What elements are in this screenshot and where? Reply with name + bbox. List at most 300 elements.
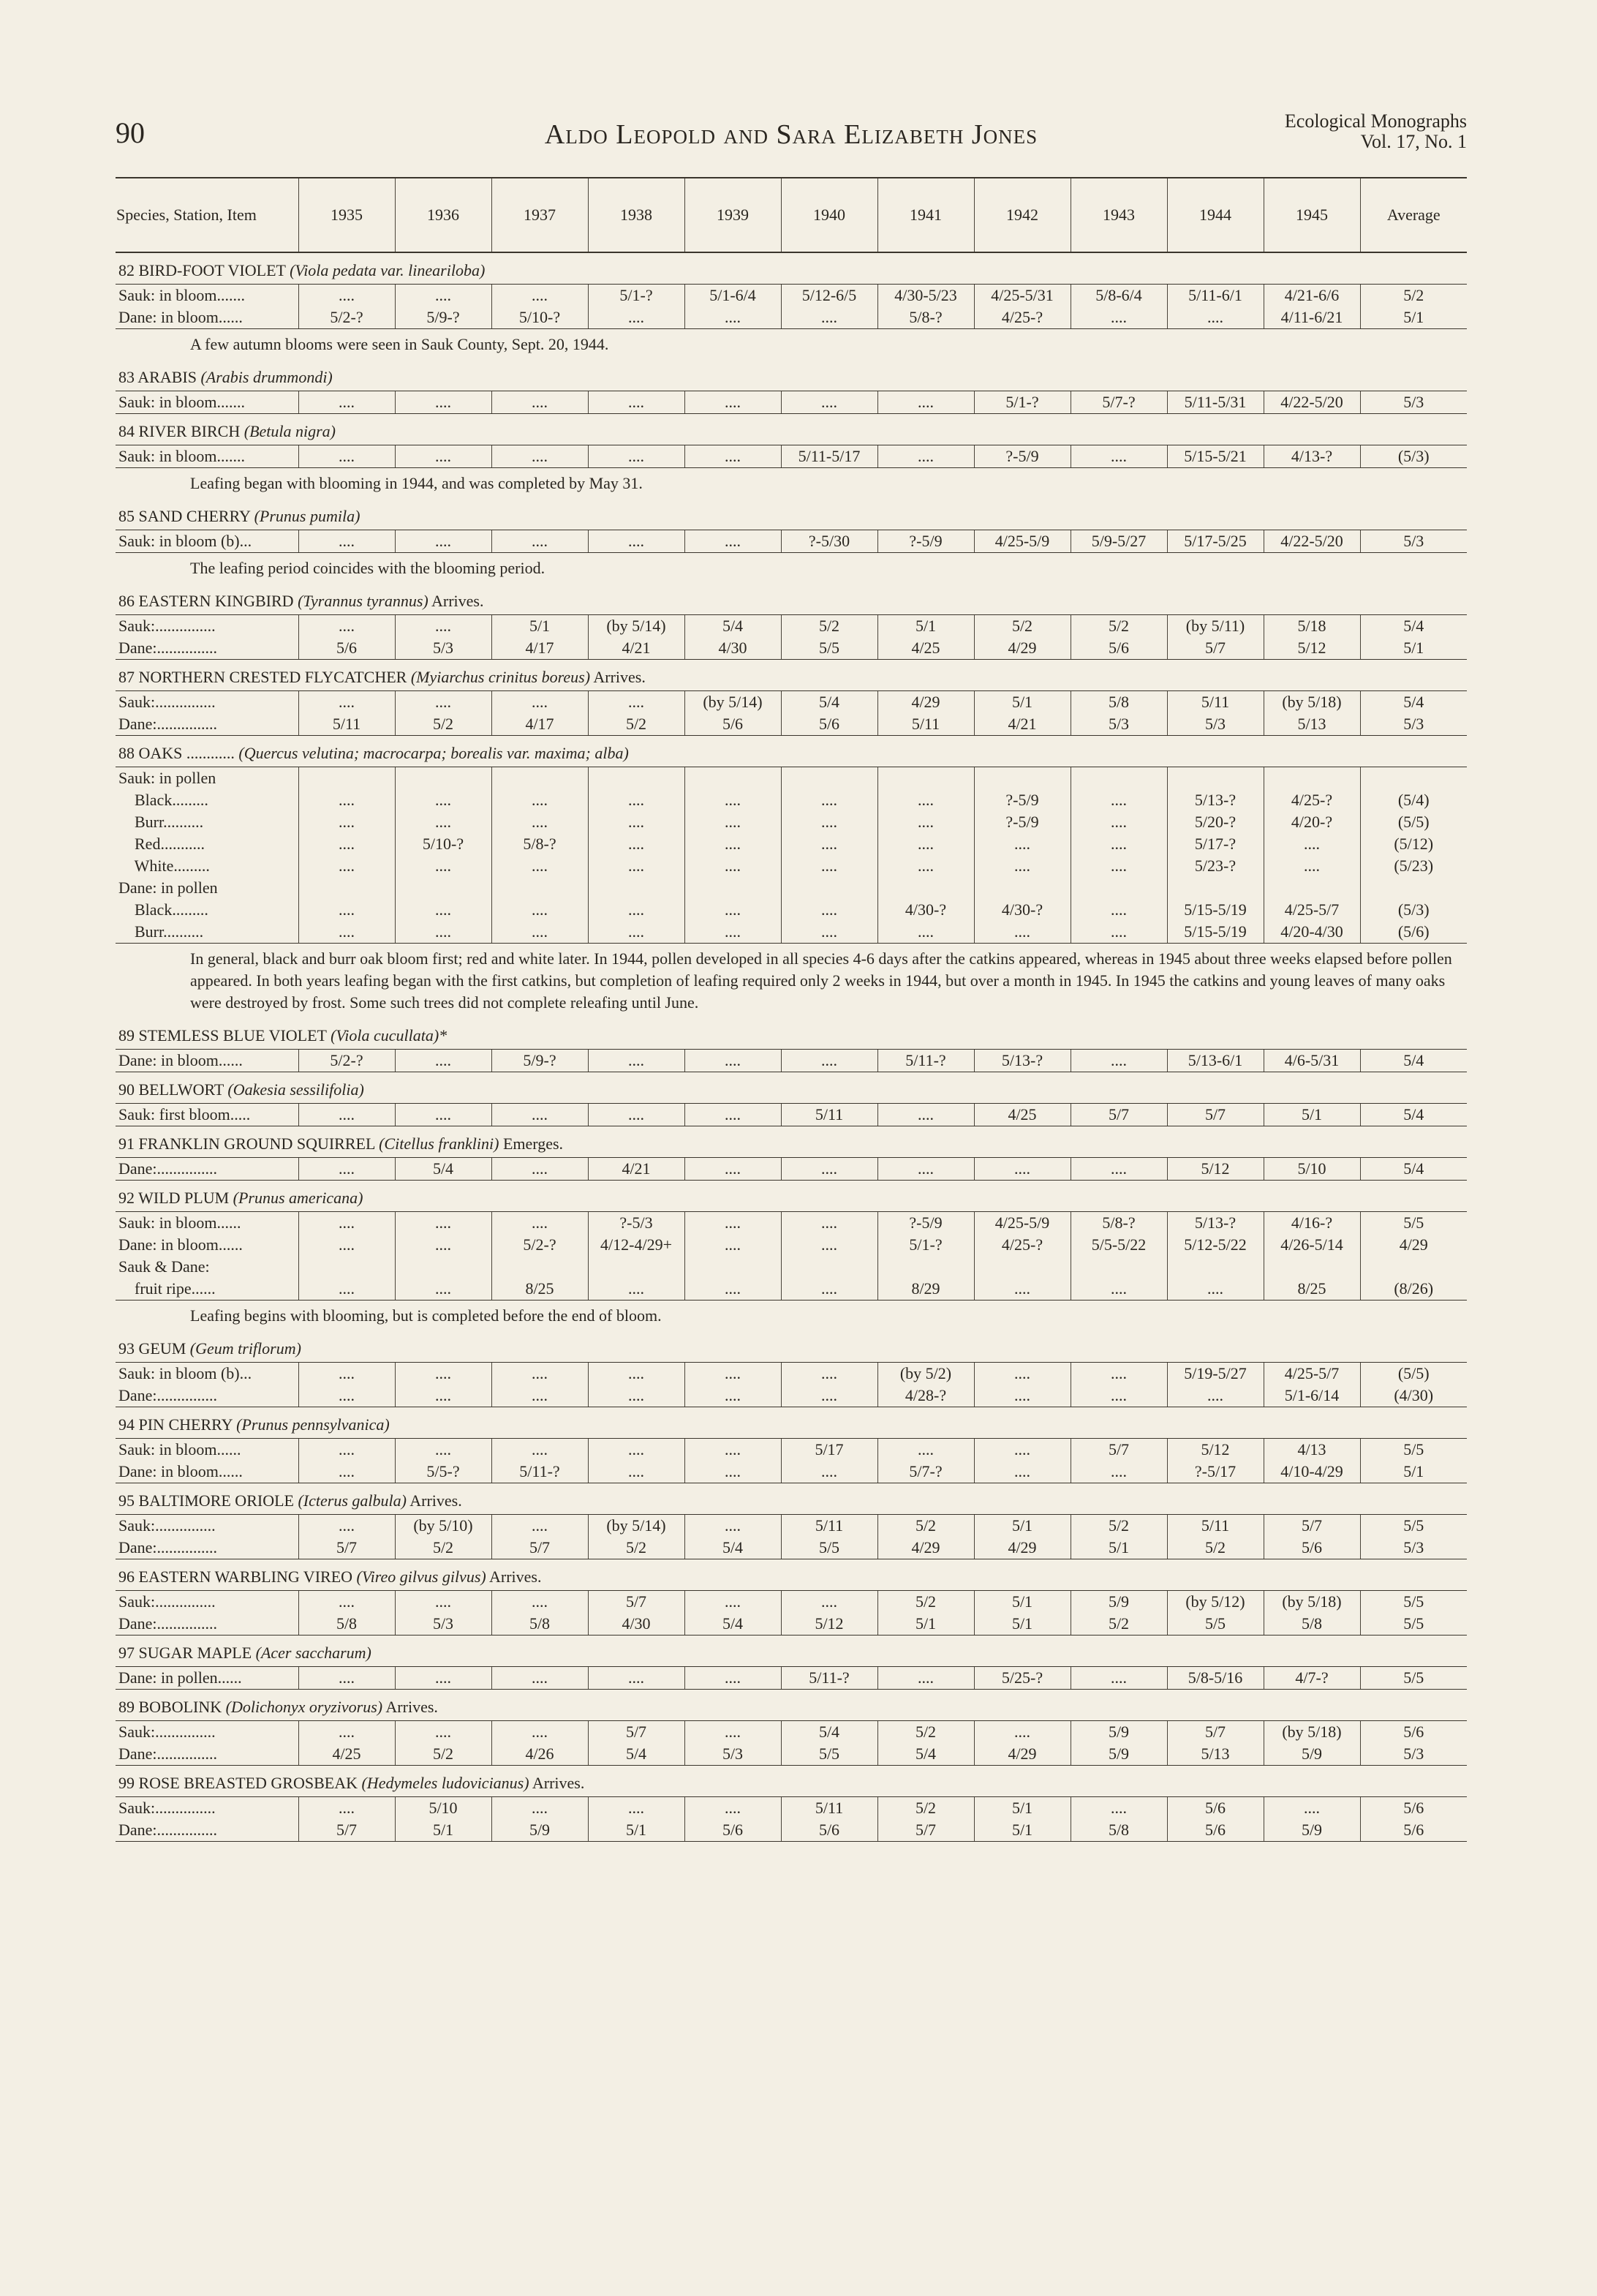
table-cell: ....: [1071, 789, 1167, 811]
table-cell: ....: [781, 1461, 877, 1483]
table-cell: 5/10-?: [491, 306, 588, 329]
table-cell: ....: [781, 1591, 877, 1614]
table-cell: ....: [684, 1385, 781, 1407]
entry-title-row: [116, 1636, 1467, 1667]
entry-number: 96: [118, 1567, 135, 1586]
table-cell: ....: [1071, 1050, 1167, 1072]
table-cell: 5/3: [1360, 713, 1467, 736]
table-cell: 5/11: [877, 713, 974, 736]
table-cell: [395, 1256, 491, 1278]
table-cell: 4/20-4/30: [1264, 921, 1360, 944]
table-cell: 4/30-?: [974, 899, 1071, 921]
table-cell: [588, 877, 684, 899]
table-cell: 5/12: [1264, 637, 1360, 660]
table-cell: 5/3: [684, 1743, 781, 1766]
entry-title-row: [116, 660, 1467, 691]
header-row: [116, 178, 1467, 252]
table-cell: 5/5: [1167, 1613, 1264, 1636]
journal-info: [1285, 111, 1467, 152]
table-cell: ....: [1167, 1278, 1264, 1301]
latin-name: (Betula nigra): [243, 422, 336, 440]
entry-title: [116, 1126, 1467, 1158]
table-cell: 5/2: [395, 713, 491, 736]
note-row: [116, 553, 1467, 584]
table-cell: [974, 1256, 1071, 1278]
table-cell: ....: [491, 899, 588, 921]
table-cell: ....: [298, 1104, 395, 1126]
entry-number: 86: [118, 592, 135, 610]
table-cell: [684, 767, 781, 790]
table-cell: ....: [491, 1158, 588, 1181]
table-cell: 5/15-5/19: [1167, 899, 1264, 921]
table-cell: 5/5-?: [395, 1461, 491, 1483]
table-cell: ....: [974, 1363, 1071, 1385]
table-cell: 4/11-6/21: [1264, 306, 1360, 329]
table-cell: ....: [1071, 833, 1167, 855]
table-cell: ....: [491, 1797, 588, 1820]
table-cell: ....: [781, 1212, 877, 1235]
table-row: [116, 1721, 1467, 1744]
table-cell: 5/1: [1360, 1461, 1467, 1483]
table-cell: 4/29: [974, 1537, 1071, 1559]
table-cell: (5/23): [1360, 855, 1467, 877]
table-cell: ?-5/9: [974, 811, 1071, 833]
table-cell: ....: [877, 1158, 974, 1181]
table-row: [116, 615, 1467, 638]
table-cell: ....: [395, 391, 491, 414]
table-cell: ....: [298, 1797, 395, 1820]
table-row: [116, 1256, 1467, 1278]
table-cell: 5/9: [491, 1819, 588, 1842]
table-row: [116, 691, 1467, 714]
entry-title-row: [116, 1559, 1467, 1591]
entry-number: 97: [118, 1644, 135, 1662]
column-header: 1944: [1167, 178, 1264, 252]
species-name: BALTIMORE ORIOLE: [138, 1491, 294, 1510]
species-name: SUGAR MAPLE: [138, 1644, 252, 1662]
entry-title: [116, 1636, 1467, 1667]
table-cell: ....: [588, 691, 684, 714]
row-label: Sauk: in bloom......: [116, 1212, 298, 1235]
table-cell: [491, 877, 588, 899]
table-cell: 5/3: [1167, 713, 1264, 736]
latin-name: (Viola pedata var. lineariloba): [290, 261, 486, 279]
table-cell: (by 5/14): [684, 691, 781, 714]
species-name: NORTHERN CRESTED FLYCATCHER: [138, 668, 407, 686]
row-label: Sauk:...............: [116, 1721, 298, 1744]
table-cell: 5/4: [781, 691, 877, 714]
latin-name: (Geum triflorum): [189, 1339, 301, 1358]
table-cell: 5/2: [877, 1515, 974, 1537]
entry-title: [116, 1766, 1467, 1797]
table-cell: ....: [588, 833, 684, 855]
table-cell: 5/2-?: [298, 306, 395, 329]
entry-title: [116, 1072, 1467, 1104]
table-cell: 5/8: [1071, 691, 1167, 714]
table-cell: 4/28-?: [877, 1385, 974, 1407]
table-cell: ....: [1071, 1158, 1167, 1181]
entry-title: [116, 1407, 1467, 1439]
species-name: OAKS ............: [138, 744, 235, 762]
table-cell: ....: [684, 855, 781, 877]
table-cell: ?-5/17: [1167, 1461, 1264, 1483]
table-row: [116, 1104, 1467, 1126]
table-cell: ....: [491, 530, 588, 553]
table-cell: 5/7: [1264, 1515, 1360, 1537]
table-cell: 5/11-?: [491, 1461, 588, 1483]
table-cell: 5/5: [1360, 1591, 1467, 1614]
column-header: 1937: [491, 178, 588, 252]
table-cell: [1167, 767, 1264, 790]
table-cell: 5/1: [974, 1819, 1071, 1842]
table-cell: ....: [395, 530, 491, 553]
entry-title-row: [116, 1126, 1467, 1158]
entry-title: [116, 1181, 1467, 1212]
table-cell: 4/21: [974, 713, 1071, 736]
table-cell: 5/1: [974, 691, 1071, 714]
table-row: [116, 877, 1467, 899]
table-cell: (by 5/10): [395, 1515, 491, 1537]
entry-number: 82: [118, 261, 135, 279]
table-cell: ....: [395, 1721, 491, 1744]
table-cell: ?-5/9: [974, 789, 1071, 811]
table-cell: ....: [491, 391, 588, 414]
table-cell: (by 5/18): [1264, 691, 1360, 714]
table-cell: (by 5/14): [588, 1515, 684, 1537]
table-cell: (8/26): [1360, 1278, 1467, 1301]
table-cell: 5/11-5/31: [1167, 391, 1264, 414]
table-cell: ....: [588, 899, 684, 921]
row-label: Red...........: [118, 835, 205, 853]
table-cell: 5/9-?: [491, 1050, 588, 1072]
table-cell: 5/6: [781, 1819, 877, 1842]
table-cell: ....: [1264, 833, 1360, 855]
row-label: Dane:...............: [116, 1537, 298, 1559]
table-cell: ....: [781, 789, 877, 811]
entry-number: 93: [118, 1339, 135, 1358]
row-label: Sauk: in bloom.......: [116, 285, 298, 307]
table-cell: 4/25: [974, 1104, 1071, 1126]
table-cell: ....: [395, 1212, 491, 1235]
row-label: Dane: in pollen: [118, 878, 218, 897]
latin-name: (Quercus velutina; macrocarpa; borealis var. maxima; alba): [238, 744, 629, 762]
table-cell: 5/8: [1071, 1819, 1167, 1842]
table-cell: ....: [491, 1212, 588, 1235]
table-cell: ....: [974, 1385, 1071, 1407]
table-cell: 5/25-?: [974, 1667, 1071, 1690]
table-cell: 4/7-?: [1264, 1667, 1360, 1690]
table-cell: 5/5: [781, 1537, 877, 1559]
table-cell: ....: [1071, 1667, 1167, 1690]
table-cell: (by 5/18): [1264, 1591, 1360, 1614]
table-cell: 5/1-?: [588, 285, 684, 307]
table-cell: 5/7: [1071, 1439, 1167, 1461]
table-cell: (by 5/18): [1264, 1721, 1360, 1744]
row-label: Black.........: [118, 900, 208, 919]
table-cell: ....: [781, 1158, 877, 1181]
table-row: [116, 1212, 1467, 1235]
table-row: [116, 713, 1467, 736]
table-cell: 8/25: [1264, 1278, 1360, 1301]
row-label: Sauk:...............: [116, 615, 298, 638]
table-cell: ....: [684, 833, 781, 855]
table-cell: ....: [298, 899, 395, 921]
table-cell: 5/2: [1360, 285, 1467, 307]
table-cell: [395, 767, 491, 790]
table-cell: 5/5: [781, 1743, 877, 1766]
table-row: [116, 1461, 1467, 1483]
table-cell: ....: [1071, 921, 1167, 944]
table-cell: ....: [1071, 445, 1167, 468]
table-cell: 5/2: [588, 1537, 684, 1559]
table-cell: 5/7: [1071, 1104, 1167, 1126]
row-label: Dane:...............: [116, 1819, 298, 1842]
entry-title: [116, 736, 1467, 767]
table-cell: 5/1: [974, 1591, 1071, 1614]
table-cell: 5/13: [1264, 713, 1360, 736]
table-cell: 5/7: [1167, 1721, 1264, 1744]
table-cell: ....: [974, 1721, 1071, 1744]
entry-note: Leafing begins with blooming, but is completed before the end of bloom.: [190, 1306, 662, 1325]
table-row: [116, 1667, 1467, 1690]
table-cell: 5/7-?: [1071, 391, 1167, 414]
table-cell: ....: [588, 1797, 684, 1820]
table-cell: [1167, 877, 1264, 899]
table-cell: [491, 767, 588, 790]
row-label: Sauk:...............: [116, 1515, 298, 1537]
table-cell: ....: [588, 1385, 684, 1407]
table-row: [116, 921, 1467, 944]
table-cell: (5/6): [1360, 921, 1467, 944]
table-cell: 4/25: [298, 1743, 395, 1766]
entry-number: 95: [118, 1491, 135, 1510]
table-cell: 5/2-?: [298, 1050, 395, 1072]
table-cell: ....: [684, 1797, 781, 1820]
table-cell: [684, 1256, 781, 1278]
row-label: Sauk:...............: [116, 691, 298, 714]
table-cell: 4/25-5/31: [974, 285, 1071, 307]
table-cell: ....: [588, 1278, 684, 1301]
table-cell: ?-5/9: [877, 1212, 974, 1235]
table-cell: ....: [684, 1363, 781, 1385]
entry-number: 92: [118, 1189, 135, 1207]
entry-note: The leafing period coincides with the blooming period.: [190, 559, 545, 577]
table-cell: ....: [298, 285, 395, 307]
table-cell: ....: [588, 1461, 684, 1483]
table-cell: ....: [588, 445, 684, 468]
note-row: [116, 944, 1467, 1019]
table-body: [116, 252, 1467, 1842]
table-cell: ....: [781, 306, 877, 329]
table-cell: [781, 1256, 877, 1278]
table-cell: 5/11: [781, 1515, 877, 1537]
table-cell: ....: [1071, 1278, 1167, 1301]
table-cell: 5/12: [1167, 1439, 1264, 1461]
row-label: Sauk: first bloom.....: [116, 1104, 298, 1126]
table-cell: ....: [877, 811, 974, 833]
table-cell: ....: [1071, 1461, 1167, 1483]
table-row: [116, 789, 1467, 811]
journal-volume: Vol. 17, No. 1: [1360, 131, 1467, 152]
table-cell: ....: [298, 1721, 395, 1744]
row-label: Sauk: in bloom.......: [116, 445, 298, 468]
table-cell: 5/4: [1360, 1050, 1467, 1072]
table-cell: [974, 767, 1071, 790]
entry-title-row: [116, 252, 1467, 285]
table-cell: ....: [781, 921, 877, 944]
table-cell: 4/17: [491, 637, 588, 660]
table-row: [116, 285, 1467, 307]
table-cell: 5/6: [781, 713, 877, 736]
entry-title: [116, 414, 1467, 445]
table-cell: 4/29: [974, 637, 1071, 660]
species-name: BELLWORT: [138, 1080, 224, 1099]
table-cell: 5/4: [1360, 691, 1467, 714]
column-header: 1941: [877, 178, 974, 252]
table-cell: 5/19-5/27: [1167, 1363, 1264, 1385]
table-cell: ....: [684, 1461, 781, 1483]
table-cell: ....: [298, 1278, 395, 1301]
table-cell: ....: [877, 921, 974, 944]
table-cell: [877, 877, 974, 899]
table-cell: [1360, 1256, 1467, 1278]
table-cell: 4/29: [1360, 1234, 1467, 1256]
table-cell: (by 5/2): [877, 1363, 974, 1385]
table-cell: ....: [298, 1439, 395, 1461]
table-cell: 5/7: [588, 1591, 684, 1614]
table-cell: 5/4: [877, 1743, 974, 1766]
latin-name: (Prunus pumila): [254, 507, 360, 525]
table-cell: ....: [974, 1461, 1071, 1483]
table-cell: ....: [684, 1278, 781, 1301]
table-cell: 5/8: [491, 1613, 588, 1636]
note-row: [116, 329, 1467, 361]
table-cell: ....: [491, 1515, 588, 1537]
entry-suffix: Arrives.: [431, 592, 484, 610]
table-cell: 5/6: [1071, 637, 1167, 660]
table-cell: 5/5: [1360, 1515, 1467, 1537]
species-name: ARABIS: [137, 368, 197, 386]
table-cell: 5/3: [1360, 1537, 1467, 1559]
table-cell: ....: [974, 1278, 1071, 1301]
table-cell: 4/22-5/20: [1264, 530, 1360, 553]
table-cell: 5/2: [1167, 1537, 1264, 1559]
entry-title: [116, 1018, 1467, 1050]
table-cell: ....: [395, 615, 491, 638]
entry-suffix: Arrives.: [489, 1567, 542, 1586]
table-cell: 5/4: [1360, 1158, 1467, 1181]
table-cell: 5/15-5/19: [1167, 921, 1264, 944]
table-cell: 5/11-5/17: [781, 445, 877, 468]
table-cell: 5/5: [1360, 1667, 1467, 1690]
species-name: STEMLESS BLUE VIOLET: [138, 1026, 327, 1045]
table-cell: 5/17-5/25: [1167, 530, 1264, 553]
row-label: Dane: in bloom......: [116, 1461, 298, 1483]
table-cell: ....: [298, 1385, 395, 1407]
table-row: [116, 637, 1467, 660]
table-cell: 5/5: [781, 637, 877, 660]
latin-name: (Oakesia sessilifolia): [227, 1080, 364, 1099]
page-number: 90: [116, 116, 145, 149]
table-row: [116, 1050, 1467, 1072]
note-row: [116, 1301, 1467, 1332]
table-cell: 5/1: [491, 615, 588, 638]
table-cell: ....: [491, 1591, 588, 1614]
table-cell: ....: [298, 391, 395, 414]
table-cell: ....: [298, 691, 395, 714]
table-cell: 5/18: [1264, 615, 1360, 638]
table-cell: 5/9: [1071, 1721, 1167, 1744]
column-header: 1940: [781, 178, 877, 252]
entry-title-row: [116, 499, 1467, 530]
table-cell: ....: [491, 811, 588, 833]
table-cell: 5/17: [781, 1439, 877, 1461]
table-cell: [298, 767, 395, 790]
latin-name: (Tyrannus tyrannus): [298, 592, 428, 610]
table-cell: 5/11: [781, 1797, 877, 1820]
species-name: PIN CHERRY: [138, 1415, 233, 1434]
entry-title: [116, 499, 1467, 530]
table-cell: 4/25-?: [974, 1234, 1071, 1256]
table-cell: 5/7: [491, 1537, 588, 1559]
table-cell: 4/29: [877, 1537, 974, 1559]
table-cell: 5/4: [684, 615, 781, 638]
species-name: BIRD-FOOT VIOLET: [138, 261, 286, 279]
row-label: Dane:...............: [116, 637, 298, 660]
table-row: [116, 530, 1467, 553]
table-cell: ....: [684, 1721, 781, 1744]
table-row: [116, 1234, 1467, 1256]
table-cell: 5/2: [781, 615, 877, 638]
column-header: 1936: [395, 178, 491, 252]
table-cell: [588, 1256, 684, 1278]
table-cell: (5/3): [1360, 899, 1467, 921]
table-cell: ....: [1071, 1363, 1167, 1385]
table-cell: 5/11: [1167, 1515, 1264, 1537]
latin-name: (Viola cucullata)*: [331, 1026, 448, 1045]
entry-number: 90: [118, 1080, 135, 1099]
table-cell: 5/5-5/22: [1071, 1234, 1167, 1256]
latin-name: (Hedymeles ludovicianus): [361, 1774, 529, 1792]
table-cell: ....: [684, 921, 781, 944]
table-cell: 5/2: [1071, 1613, 1167, 1636]
entry-title-row: [116, 1331, 1467, 1363]
entry-title: [116, 1483, 1467, 1515]
table-cell: ....: [781, 899, 877, 921]
table-row: [116, 1797, 1467, 1820]
table-cell: ....: [395, 445, 491, 468]
table-cell: 5/2: [1071, 615, 1167, 638]
table-cell: 5/1: [877, 1613, 974, 1636]
entry-title-row: [116, 1766, 1467, 1797]
entry-note: Leafing began with blooming in 1944, and was completed by May 31.: [190, 474, 643, 492]
table-cell: ....: [395, 921, 491, 944]
table-cell: ....: [298, 1158, 395, 1181]
table-cell: 5/1: [1360, 306, 1467, 329]
page-header: [116, 110, 1467, 177]
table-cell: 4/20-?: [1264, 811, 1360, 833]
table-cell: ....: [1167, 306, 1264, 329]
table-cell: ....: [395, 1385, 491, 1407]
column-header: 1942: [974, 178, 1071, 252]
table-cell: (5/5): [1360, 1363, 1467, 1385]
table-cell: ....: [877, 833, 974, 855]
table-cell: ....: [781, 391, 877, 414]
table-cell: 5/9-?: [395, 306, 491, 329]
row-label: Dane: in pollen......: [116, 1667, 298, 1690]
table-cell: ....: [298, 789, 395, 811]
table-cell: 4/30-?: [877, 899, 974, 921]
